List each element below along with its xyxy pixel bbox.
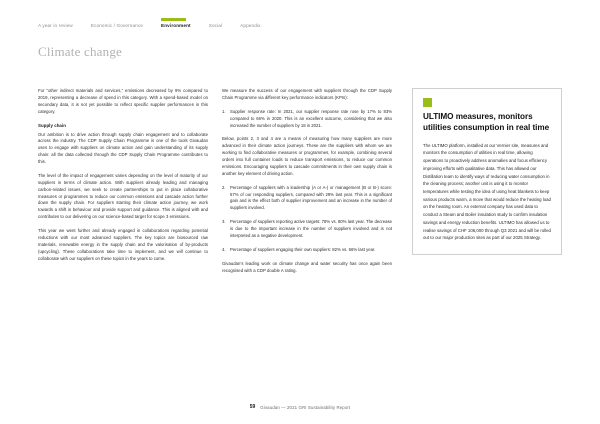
nav-item-appendix[interactable]	[240, 18, 260, 29]
nav-item-economic-governance[interactable]	[91, 18, 143, 29]
nav-item-social[interactable]	[209, 18, 222, 29]
column-left	[38, 88, 208, 269]
callout-body-text: The ULTIMO platform, installed at our Vernier site, measures and monitors the consumption of utilities in real time, allowing operations to proactively address anomalies and focus efficiency improving efforts with qualitative data. This has allowed our Distillation team to identify ways of reducing water consumption in the cleaning process; another unit is using it to monitor temperatures while testing the idea of using heat blankets to keep various products warm, a move that would reduce the heating load on the heating room. An external company has used data to conduct a Steam and Boiler insulation study to confirm insulation savings and energy reduction benefits. ULTIMO has allowed us to realise savings of CHF 106,000 through Q3 2021 and will be rolled out to our major production sites as part of our 2025 Strategy.	[423, 142, 551, 241]
nav-item-label: Social	[208, 23, 223, 28]
paragraph-other-indirect-materials: For “other indirect materials and services,” emissions decreased by 9% compared to 2019, representing a decrease of spend in this category. With a spend-based model on secondary data, it is not yet possible to reflect specific supplier performances in this category.	[38, 88, 208, 114]
paragraph-points-explanation: Below, points 2, 3 and 4 are a means of measuring how many suppliers are more advanced in their climate action journeys. These are the suppliers with whom we are working to find collaborative measures or programmes, for example, combining several orders into full container loads to reduce transport emissions, to reduce our common emissions. Encouraging suppliers to cascade commitments in their own supply chain is another key element of driving action.	[222, 136, 392, 176]
nav-item-a-year-in-review[interactable]	[38, 18, 73, 29]
page-title: Climate change	[38, 44, 123, 59]
kpi-list-item: Supplier response rate: In 2021, our supplier response rate rose by 17% to 83% compared to 66% in 2020. This is an excellent outcome, considering that we also increased the number of suppliers by 18 in 2021.	[230, 108, 392, 128]
active-nav-marker	[161, 18, 186, 21]
kpi-list-item: Percentage of suppliers with a leadership (A or A-) or management (B or B-) score: 57% of our responding suppliers, compared with 29% last year. This is a significant gain and is the effect both of supplier improvement and an increase in the number of suppliers involved.	[230, 184, 392, 211]
paragraph-supply-chain-ambition: Our ambition is to drive action through supply chain engagement and to collaborate across the industry. The CDP Supply Chain Programme is one of the tools Givaudan uses to engage with suppliers on climate action and gain understanding of its supply chain: all the data collected through the CDP Supply Chain Programme contributes to this.	[38, 131, 208, 164]
column-middle	[222, 88, 392, 281]
top-navigation	[38, 18, 261, 29]
nav-item-label: Economic / Governance	[90, 23, 144, 28]
footer-page-number: 59	[249, 404, 256, 410]
nav-item-label: Appendix	[240, 23, 261, 28]
paragraph-collaborations: This year we went further and already engaged in collaborations regarding potential reductions with our most advanced suppliers. The key topics are biosourced raw materials, renewable energy in the supply chain and the valorisation of by-products (upcycling). These collaborations take time to implement, and we will continue to collaborate with our suppliers on these topics in the years to come.	[38, 228, 208, 261]
paragraph-cdp-double-a-rating: Givaudan’s leading work on climate change and water security has once again been recognised with a CDP double A rating.	[222, 260, 392, 273]
nav-item-label: A year in review	[38, 23, 73, 28]
page-footer	[0, 404, 600, 410]
kpi-list-item: Percentage of suppliers engaging their own suppliers: 82% vs. 66% last year.	[230, 246, 376, 252]
paragraph-kpi-intro: We measure the success of our engagement with suppliers through the CDP Supply Chain Programme via different key performance indicators (KPIs):	[222, 88, 392, 100]
content-area	[38, 88, 562, 281]
kpi-list-item: Percentage of suppliers reporting active targets: 78% vs. 80% last year. The decrease is due to the important increase in the number of suppliers involved and is not interpreted as a negative development.	[230, 219, 392, 238]
callout-box-ultimo	[412, 88, 562, 255]
heading-supply-chain: Supply chain	[38, 122, 66, 128]
callout-heading: ULTIMO measures, monitors utilities consumption in real time	[423, 112, 550, 132]
nav-item-label: Environment	[161, 23, 191, 28]
kpi-list	[222, 109, 392, 130]
footer-report-title: Givaudan — 2021 GRI Sustainability Report	[260, 404, 351, 410]
callout-accent-corner	[423, 98, 432, 107]
kpi-list-continued	[222, 185, 392, 254]
nav-item-environment[interactable]	[161, 18, 191, 29]
paragraph-engagement-impact: The level of the impact of engagement varies depending on the level of maturity of our suppliers in terms of climate action. With suppliers already leading and managing carbon-related issues, we seek to create partnerships to put in place collaborative measures or programmes to reduce our common emissions and cascade action further down the supply chain. For suppliers starting their climate action journey, we work towards a shift in behaviour and provide support and guidance. This is aligned with and contributes to our delivering on our science-based target for scope 3 emissions.	[38, 172, 208, 220]
